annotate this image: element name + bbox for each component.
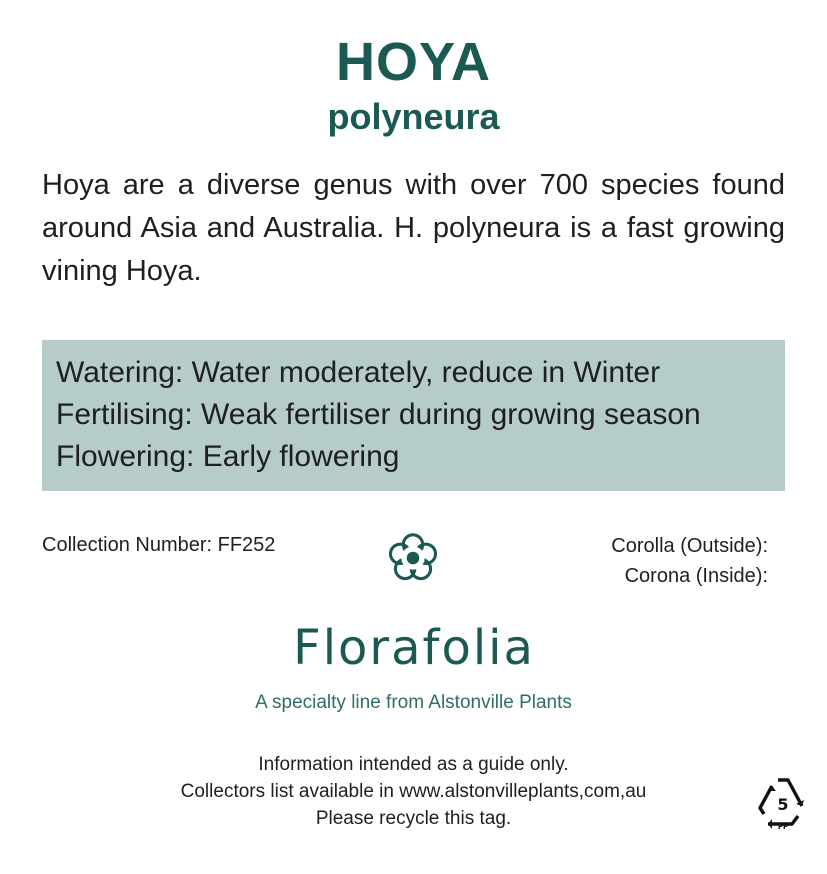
footer-line-recycle: Please recycle this tag. <box>315 808 512 829</box>
florafolia-logo <box>289 606 539 690</box>
brand-logo <box>0 606 827 695</box>
recycle-code: PP <box>777 823 789 830</box>
species-subtitle: polyneura <box>327 96 500 137</box>
watering-info: Watering: Water moderately, reduce in Winter <box>56 356 661 389</box>
recycle-icon <box>758 774 808 830</box>
footer-line-guide: Information intended as a guide only. <box>258 754 569 775</box>
recycle-number: 5 <box>777 795 789 814</box>
footer <box>0 751 827 832</box>
corona-label: Corona (Inside): <box>624 565 768 587</box>
flower-colour-labels <box>611 531 768 591</box>
corolla-label: Corolla (Outside): <box>611 535 768 557</box>
brand-name: Florafolia <box>292 620 535 676</box>
collection-number: Collection Number: FF252 <box>42 534 276 556</box>
page-title: HOYA <box>335 32 492 92</box>
footer-line-collectors: Collectors list available in www.alstonvilleplants,com,au <box>180 781 647 802</box>
description: Hoya are a diverse genus with over 700 species found around Asia and Australia. H. polyneura is a fast growing vining Hoya. <box>42 169 785 287</box>
flowering-info: Flowering: Early flowering <box>56 440 400 473</box>
brand-tagline: A specialty line from Alstonville Plants <box>255 692 572 713</box>
fertilising-info: Fertilising: Weak fertiliser during growing season <box>56 398 701 431</box>
flower-icon <box>384 529 442 587</box>
care-panel <box>42 340 785 491</box>
